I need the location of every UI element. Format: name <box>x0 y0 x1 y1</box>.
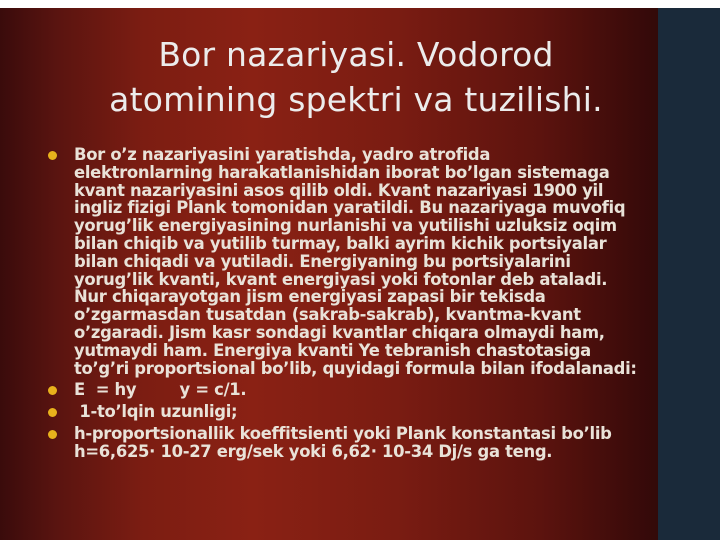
top-band <box>0 0 720 8</box>
bullet-line: o’zgaradi. Jism kasr sondagi kvantlar chiqara olmaydi ham, <box>74 322 605 342</box>
bullet-line: bilan chiqadi va yutiladi. Energiyaning bu portsiyalarini <box>74 251 571 271</box>
slide-content <box>44 146 664 463</box>
bullet-dot-icon <box>48 151 57 160</box>
bullet-line: yutmaydi ham. Energiya kvanti Ye tebranish chastotasiga <box>74 340 591 360</box>
bullet-line: h-proportsionallik koeffitsienti yoki Plank konstantasi bo’lib <box>74 423 612 443</box>
bullet-item <box>44 146 664 377</box>
bullet-item <box>44 425 664 461</box>
bullet-line: yorug’lik kvanti, kvant energiyasi yoki fotonlar deb ataladi. <box>74 269 608 289</box>
slide-title <box>56 32 656 122</box>
bullet-line: kvant nazariyasini asos qilib oldi. Kvant nazariyasi 1900 yil <box>74 180 604 200</box>
bullet-dot-icon <box>48 408 57 417</box>
bullet-line: h=6,625· 10-27 erg/sek yoki 6,62· 10-34 Dj/s ga teng. <box>74 441 553 461</box>
bullet-dot-icon <box>48 430 57 439</box>
bullet-line: Bor o’z nazariyasini yaratishda, yadro atrofida <box>74 145 491 164</box>
title-line-2: atomining spektri va tuzilishi. <box>109 80 603 119</box>
slide-right-strip <box>658 8 720 540</box>
bullet-line: elektronlarning harakatlanishidan iborat bo’lgan sistemaga <box>74 162 610 182</box>
bullet-dot-icon <box>48 386 57 395</box>
slide <box>0 8 720 540</box>
bullet-item <box>44 381 664 399</box>
bullet-item <box>44 403 664 421</box>
bullet-line: 1-to’lqin uzunligi; <box>74 402 238 422</box>
bullet-line: to’g’ri proportsional bo’lib, quyidagi formula bilan ifodalanadi: <box>74 358 637 378</box>
bullet-line: ingliz fizigi Plank tomonidan yaratildi. Bu nazariyaga muvofiq <box>74 198 626 218</box>
bullet-line: o’zgarmasdan tusatdan (sakrab-sakrab), kvantma-kvant <box>74 305 581 325</box>
bullet-line: bilan chiqib va yutilib turmay, balki ayrim kichik portsiyalar <box>74 233 607 253</box>
bullet-line: Nur chiqarayotgan jism energiyasi zapasi bir tekisda <box>74 287 546 307</box>
title-line-1: Bor nazariyasi. Vodorod <box>158 35 554 74</box>
bullet-line: yorug’lik energiyasining nurlanishi va yutilishi uzluksiz oqim <box>74 216 617 236</box>
bullet-line: E = hy y = c/1. <box>74 380 247 400</box>
